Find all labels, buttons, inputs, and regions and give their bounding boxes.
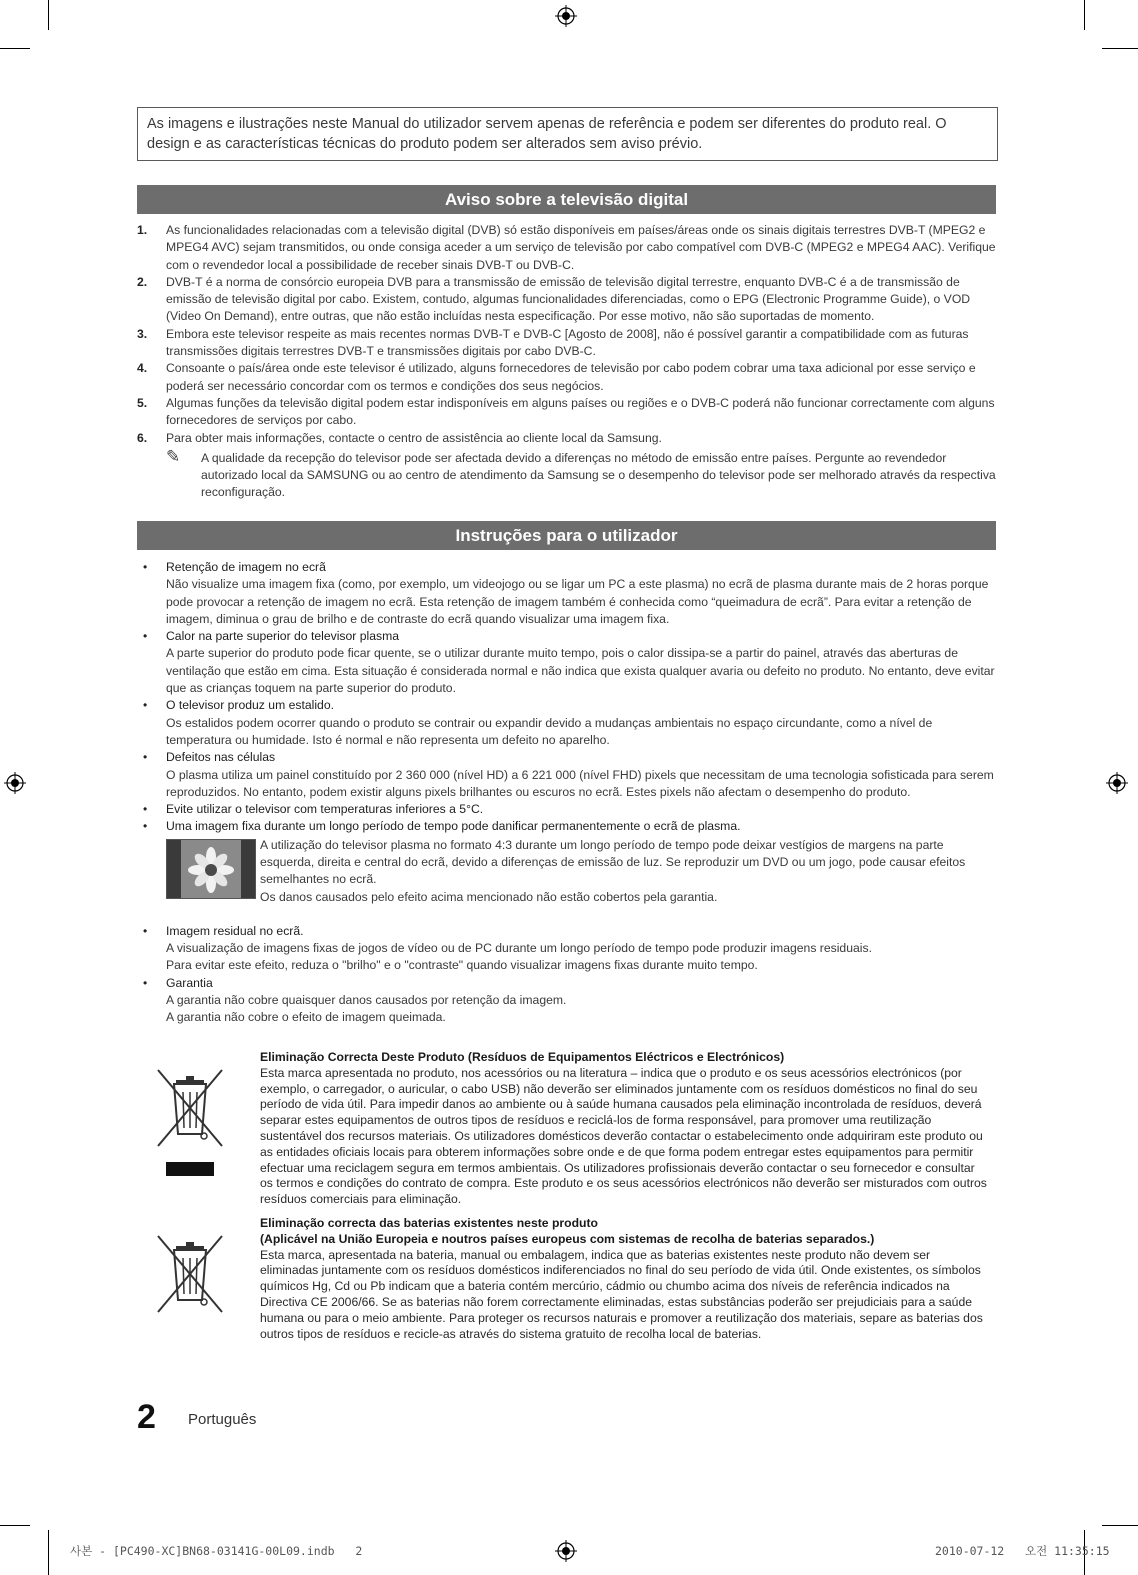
note-pencil-icon: ✎ bbox=[166, 446, 181, 466]
list-item bbox=[137, 818, 997, 835]
page-number: 2 bbox=[137, 1398, 156, 1436]
bullet-icon: • bbox=[143, 802, 148, 817]
bullet-title: Defeitos nas células bbox=[166, 750, 276, 765]
print-timestamp: 2010-07-12 오전 11:35:15 bbox=[935, 1544, 1110, 1558]
crop-mark bbox=[0, 1525, 30, 1526]
print-file-name: 사본 - [PC490-XC]BN68-03141G-00L09.indb 2 bbox=[70, 1544, 363, 1558]
registration-mark-icon bbox=[1106, 772, 1128, 794]
item-text: Embora este televisor respeite as mais recentes normas DVB-T e DVB-C [Agosto de 2008], não é possível garantir a compatibilidade com as futuras transmissões digitais terrestres DVB-T e transmissões digitais por cabo DVB-C. bbox=[166, 326, 969, 359]
item-number: 6. bbox=[137, 430, 148, 445]
bullet-text: A parte superior do produto pode ficar quente, se o utilizar durante muito tempo, pois o calor dissipa-se a partir do painel, através das aberturas de ventilação que estão em cima. Esta situação é considerada normal e não indica que exista qualquer avaria ou defeito no produto. No entanto, deve evitar que as crianças toquem na parte superior do produto. bbox=[166, 646, 995, 696]
weee-battery-disposal bbox=[260, 1216, 990, 1342]
bullet-text: A garantia não cobre quaisquer danos causados por retenção da imagem. bbox=[166, 992, 567, 1007]
bullet-icon: • bbox=[143, 698, 148, 713]
item-text: Algumas funções da televisão digital podem estar indisponíveis em alguns países ou regiões e o DVB-C poderá não funcionar correctamente com alguns fornecedores de serviços por cabo. bbox=[166, 395, 995, 428]
bullet-title: Garantia bbox=[166, 975, 213, 990]
item-text: As funcionalidades relacionadas com a televisão digital (DVB) só estão disponíveis em países/áreas onde os sinais digitais terrestres DVB-T (MPEG2 e MPEG4 AVC) sejam transmitidos, ou onde consiga aceder a um serviço de televisão por cabo compatível com DVB-C (MPEG2 e MPEG4 AAC). Verifique com o revendedor local a possibilidade de receber sinais DVB-T ou DVB-C. bbox=[166, 223, 996, 272]
bullet-text: A garantia não cobre o efeito de imagem queimada. bbox=[166, 1010, 446, 1025]
crop-mark bbox=[1102, 48, 1138, 49]
section-header-user-instructions: Instruções para o utilizador bbox=[137, 521, 996, 550]
bullet-text: A visualização de imagens fixas de jogos de vídeo ou de PC durante um longo período de tempo pode produzir imagens residuais. bbox=[166, 941, 872, 956]
list-item bbox=[137, 326, 997, 361]
bullet-title: Uma imagem fixa durante um longo período de tempo pode danificar permanentemente o ecrã de plasma. bbox=[166, 819, 741, 834]
crop-mark bbox=[1102, 1525, 1138, 1526]
user-instructions-list bbox=[137, 559, 997, 1027]
figure-text-2: Os danos causados pelo efeito acima mencionado não estão cobertos pela garantia. bbox=[260, 889, 718, 904]
note bbox=[137, 446, 997, 502]
weee-text: Esta marca apresentada no produto, nos acessórios ou na literatura – indica que o produto e os seus acessórios electrónicos (por exemplo, o carregador, o auricular, o cabo USB) não deverão ser eliminados juntamente com os resíduos domésticos no final do seu período de vida útil. Para impedir danos ao ambiente ou à saúde humana causados pela eliminação incontrolada de resíduos, deverá separar estes equipamentos de outros tipos de resíduos e reciclá-los de forma responsável, para promover uma reutilização sustentável dos recursos materiais. Os utilizadores domésticos deverão contactar o estabelecimento onde adquiriram este produto ou as entidades oficiais locais para obterem informações sobre onde e de que forma podem entregar estes equipamentos para permitir efectuar uma reciclagem segura em termos ambientais. Os utilizadores profissionais deverão contactar o seu fornecedor e consultar os termos e condições do contrato de compra. Este produto e os seus acessórios electrónicos não deverão ser misturados com outros resíduos comerciais para eliminação. bbox=[260, 1065, 987, 1207]
weee-title: Eliminação correcta das baterias existentes neste produto bbox=[260, 1216, 598, 1230]
list-item bbox=[137, 395, 997, 430]
bullet-text: O plasma utiliza um painel constituído por 2 360 000 (nível HD) a 6 221 000 (nível FHD) pixels que necessitam de uma tecnologia sofisticada para serem reproduzidos. No entanto, podem existir alguns pixels brilhantes ou escuros no ecrã. Estes pixels não afectam o desempenho do produto. bbox=[166, 767, 994, 799]
bullet-text: Para evitar este efeito, reduza o "brilho" e o "contraste" quando visualizar imagens fixas durante muito tempo. bbox=[166, 958, 758, 973]
bullet-icon: • bbox=[143, 750, 148, 765]
list-item bbox=[137, 559, 997, 628]
list-item bbox=[137, 360, 997, 395]
item-number: 1. bbox=[137, 223, 148, 237]
item-number: 3. bbox=[137, 326, 148, 341]
weee-product-disposal bbox=[260, 1050, 990, 1208]
weee-subtitle: (Aplicável na União Europeia e noutros países europeus com sistemas de recolha de baterias separados.) bbox=[260, 1231, 875, 1246]
list-item bbox=[137, 430, 997, 447]
bullet-icon: • bbox=[143, 629, 148, 644]
bullet-title: Retenção de imagem no ecrã bbox=[166, 560, 326, 574]
item-text: DVB-T é a norma de consórcio europeia DVB para a transmissão de emissão de televisão digital terrestre, enquanto DVB-C é a de transmissão de emissão de televisão digital por cabo. Existem, contudo, algumas funcionalidades diferenciadas, como o EPG (Electronic Programme Guide), o VOD (Video On Demand), entre outras, que não estão incluídas nesta especificação. Por esse motivo, não são suportadas de momento. bbox=[166, 274, 971, 324]
figure-caption bbox=[260, 837, 1000, 906]
list-item bbox=[137, 801, 997, 818]
bullet-icon: • bbox=[143, 975, 148, 990]
burn-in-figure-row bbox=[137, 837, 997, 923]
list-item bbox=[137, 222, 997, 274]
page-language: Português bbox=[188, 1411, 257, 1428]
bullet-text: Não visualize uma imagem fixa (como, por exemplo, um videojogo ou se ligar um PC a este plasma) no ecrã de plasma durante mais de 2 horas porque pode provocar a retenção de imagem no ecrã. Esta retenção de imagem também é conhecida como “queimadura de ecrã”. Para evitar a retenção de imagem, diminua o grau de brilho e de contraste do ecrã quando visualizar uma imagem fixa. bbox=[166, 577, 989, 626]
list-item bbox=[137, 697, 997, 749]
bullet-title: Evite utilizar o televisor com temperaturas inferiores a 5°C. bbox=[166, 802, 484, 817]
item-text: Para obter mais informações, contacte o centro de assistência ao cliente local da Samsung. bbox=[166, 430, 662, 445]
bullet-title: Imagem residual no ecrã. bbox=[166, 923, 304, 938]
crop-mark bbox=[0, 48, 30, 49]
crossed-bin-battery-icon bbox=[154, 1232, 226, 1318]
weee-title: Eliminação Correcta Deste Produto (Resíduos de Equipamentos Eléctricos e Electrónicos) bbox=[260, 1050, 785, 1064]
item-number: 4. bbox=[137, 361, 148, 376]
list-item bbox=[137, 274, 997, 326]
item-number: 5. bbox=[137, 395, 148, 410]
bullet-title: Calor na parte superior do televisor plasma bbox=[166, 629, 400, 644]
figure-text: A utilização do televisor plasma no formato 4:3 durante um longo período de tempo pode deixar vestígios de margens na parte esquerda, direita e central do ecrã, devido a diferenças de emissão de luz. Se reproduzir um DVD ou um jogo, pode causar efeitos semelhantes no ecrã. bbox=[260, 837, 966, 887]
bullet-icon: • bbox=[143, 819, 148, 834]
flower-screen-image bbox=[166, 839, 256, 899]
registration-mark-icon bbox=[555, 1540, 577, 1562]
flower-icon bbox=[167, 840, 255, 898]
registration-mark-icon bbox=[555, 5, 577, 27]
crop-mark bbox=[48, 1530, 49, 1575]
crop-mark bbox=[1084, 0, 1085, 30]
list-item bbox=[137, 975, 997, 1027]
bullet-icon: • bbox=[143, 923, 148, 938]
bullet-title: O televisor produz um estalido. bbox=[166, 698, 334, 713]
note-text: A qualidade da recepção do televisor pode ser afectada devido a diferenças no método de emissão entre países. Pergunte ao revendedor autorizado local da SAMSUNG ou ao centro de atendimento da Samsung se o desempenho do televisor pode ser melhorado através da respectiva reconfiguração. bbox=[201, 450, 996, 500]
registration-mark-icon bbox=[4, 772, 26, 794]
bullet-text: Os estalidos podem ocorrer quando o produto se contrair ou expandir devido a mudanças ambientais no espaço circundante, como a nível de temperatura ou humidade. Isto é normal e não representa um defeito no aparelho. bbox=[166, 715, 933, 747]
section-header-digital-tv: Aviso sobre a televisão digital bbox=[137, 185, 996, 214]
list-item bbox=[137, 749, 997, 801]
crop-mark bbox=[48, 0, 49, 30]
item-text: Consoante o país/área onde este televisor é utilizado, alguns fornecedores de televisão por cabo podem cobrar uma taxa adicional por esse serviço e poderá ser necessário concordar com os termos e condições dos seus negócios. bbox=[166, 361, 976, 393]
weee-text: Esta marca, apresentada na bateria, manual ou embalagem, indica que as baterias existentes neste produto não devem ser eliminadas juntamente com os resíduos domésticos indiferenciados no final do seu período de vida útil. Onde existentes, os símbolos químicos Hg, Cd ou Pb indicam que a bateria contém mercúrio, cádmio ou chumbo acima dos níveis de referência indicados na Directiva CE 2006/66. Se as baterias não forem correctamente eliminadas, estas substâncias poderão ser prejudiciais para a saúde humana ou para o meio ambiente. Para proteger os recursos naturais e promover a reutilização dos materiais, separe as baterias dos outros tipos de resíduos e recicle-as através do sistema gratuito de recolha local de baterias. bbox=[260, 1247, 983, 1341]
list-item bbox=[137, 923, 997, 975]
disclaimer-box: As imagens e ilustrações neste Manual do utilizador servem apenas de referência e podem ser diferentes do produto real. O design e as características técnicas do produto podem ser alterados sem aviso prévio. bbox=[137, 107, 998, 161]
bullet-icon: • bbox=[143, 560, 148, 574]
list-item bbox=[137, 628, 997, 697]
digital-tv-notice-list bbox=[137, 222, 997, 502]
crossed-bin-icon bbox=[154, 1066, 226, 1178]
item-number: 2. bbox=[137, 274, 148, 289]
